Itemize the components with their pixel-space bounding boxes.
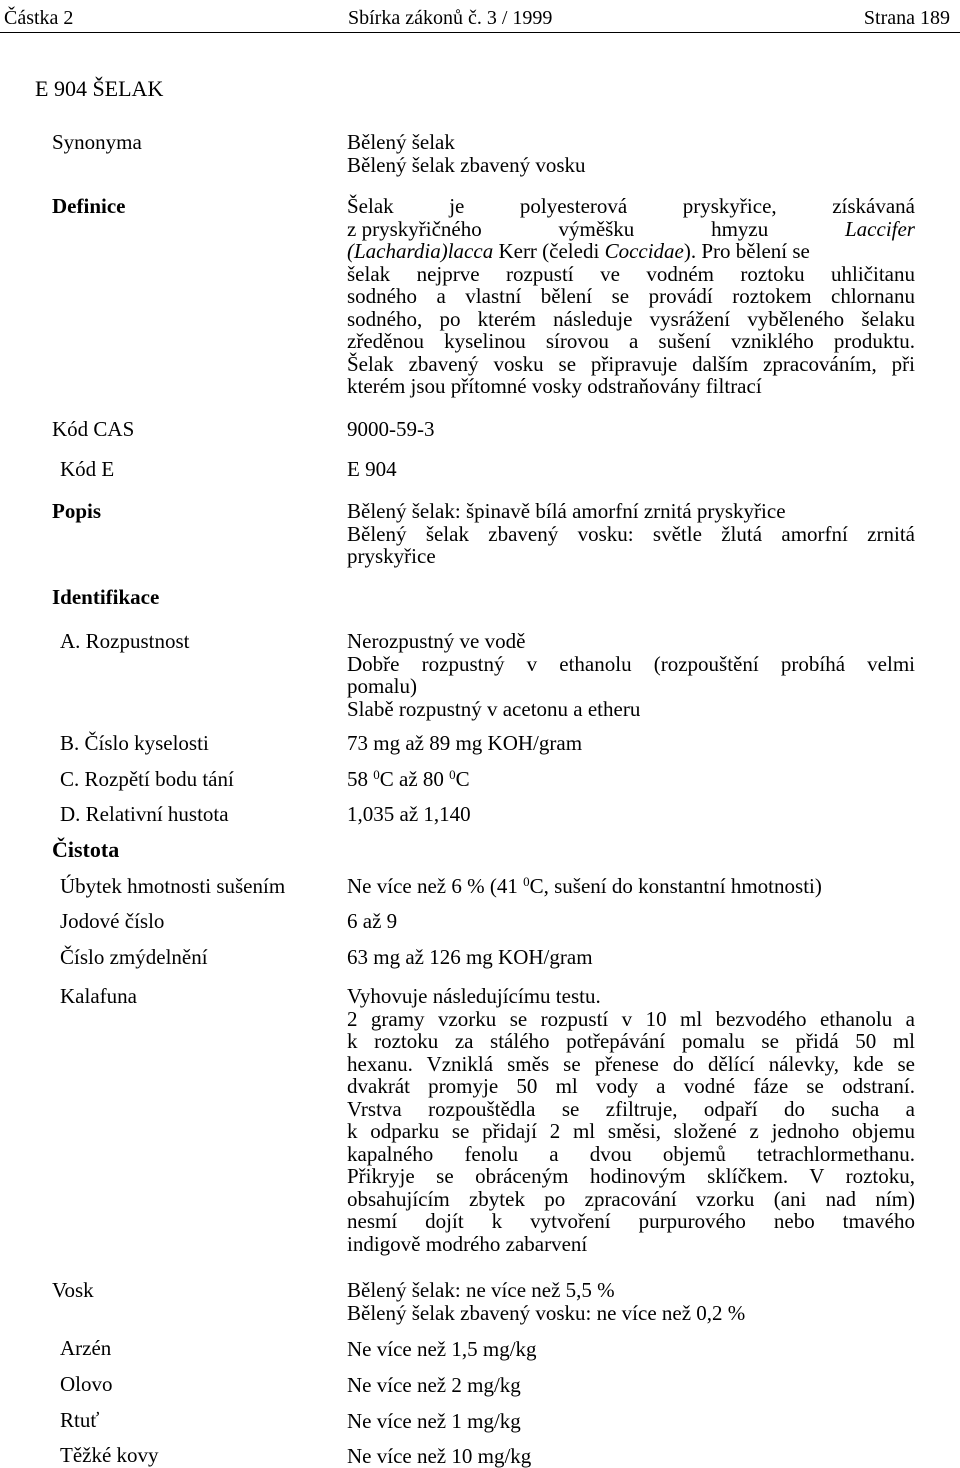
definice-line [347, 218, 915, 241]
bod-tani-text: 58 [347, 767, 374, 791]
synonyma-label: Synonyma [52, 130, 142, 154]
popis-value [347, 500, 915, 568]
definice-word: pryskyřice, [682, 194, 777, 218]
definice-text-part: ). Pro bělení se [683, 239, 810, 263]
ubytek-text: C, sušení do konstantní hmotnosti) [529, 874, 822, 898]
popis-label: Popis [52, 499, 102, 523]
definice-line [347, 195, 915, 218]
arzen-label: Arzén [60, 1336, 112, 1360]
jodove-cislo-label: Jodové číslo [60, 909, 165, 933]
popis-line: pryskyřice [347, 544, 436, 568]
kalafuna-line: kapalného fenolu a dvou objemů tetrachlormethanu. [347, 1141, 915, 1166]
cislo-zmydelneni-label: Číslo zmýdelnění [60, 945, 208, 969]
kalafuna-line: hexanu. Vzniklá směs se přenese do dělící nálevky, kde se [347, 1051, 915, 1076]
kod-e-value: E 904 [347, 457, 397, 481]
definice-word: získávaná [832, 194, 915, 218]
kod-cas-value: 9000-59-3 [347, 417, 435, 441]
popis-line: Bělený šelak: špinavě bílá amorfní zrnitá pryskyřice [347, 499, 786, 523]
definice-line: sodného a vlastní bělení se provádí roztokem chlornanu [347, 284, 915, 308]
relativni-hustota-label: D. Relativní hustota [60, 802, 229, 826]
arzen-value: Ne více než 1,5 mg/kg [347, 1337, 537, 1361]
vosk-value [347, 1279, 915, 1324]
kalafuna-line: 2 gramy vzorku se rozpustí v 10 ml bezvodého ethanolu a [347, 1006, 915, 1031]
kalafuna-line: obsahujícím zbytek po zpracování vzorku (ani nad ním) [347, 1186, 915, 1211]
definice-word: hmyzu [711, 216, 769, 241]
page-title: E 904 ŠELAK [35, 76, 164, 101]
kalafuna-label: Kalafuna [60, 984, 137, 1008]
degree-superscript: 0 [373, 767, 380, 782]
page-header [0, 4, 960, 33]
olovo-value: Ne více než 2 mg/kg [347, 1373, 521, 1397]
definice-line: kterém jsou přítomné vosky odstraňovány filtrací [347, 374, 762, 398]
ubytek-label: Úbytek hmotnosti sušením [60, 874, 286, 898]
rozpustnost-label: A. Rozpustnost [60, 629, 190, 653]
header-page-number: Strana 189 [863, 7, 950, 29]
header-part: Částka 2 [4, 7, 74, 29]
definice-line [347, 240, 915, 263]
kalafuna-line: k odparku se přidají 2 ml směsi, složené z jednoho objemu [347, 1119, 915, 1143]
bod-tani-text: C až 80 [379, 767, 450, 791]
definice-line: šelak nejprve rozpustí ve vodném roztoku uhličitanu [347, 261, 915, 286]
degree-superscript: 0 [449, 767, 456, 782]
cislo-kyselosti-value: 73 mg až 89 mg KOH/gram [347, 731, 583, 755]
synonyma-value [347, 131, 915, 176]
kalafuna-line: k roztoku za stálého potřepávání pomalu se přidá 50 ml [347, 1029, 915, 1053]
rozpustnost-line: pomalu) [347, 674, 417, 698]
kalafuna-line: Vyhovuje následujícímu testu. [347, 984, 601, 1008]
kalafuna-line: dvakrát promyje 50 ml vody a vodné fáze se odstraní. [347, 1074, 915, 1098]
definice-line: Šelak zbavený vosku se připravuje dalším zpracováním, při [347, 351, 915, 376]
vosk-label: Vosk [52, 1278, 94, 1302]
rozpustnost-line: Nerozpustný ve vodě [347, 629, 526, 653]
definice-word: polyesterová [519, 194, 628, 218]
kalafuna-line: Přikryje se obráceným hodinovým sklíčkem. V roztoku, [347, 1164, 915, 1188]
kalafuna-line: indigově modrého zabarvení [347, 1231, 588, 1256]
definice-label: Definice [52, 194, 126, 218]
rozpustnost-value [347, 630, 915, 720]
identifikace-label: Identifikace [52, 585, 160, 609]
definice-line: sodného, po kterém následuje vysrážení vyběleného šelaku [347, 306, 915, 331]
rtut-label: Rtuť [60, 1408, 100, 1432]
definice-word: Laccifer [845, 216, 915, 241]
tezke-kovy-label: Těžké kovy [60, 1443, 159, 1467]
ubytek-value [347, 875, 915, 898]
synonyma-line: Bělený šelak [347, 130, 455, 154]
header-collection: Sbírka zákonů č. 3 / 1999 [348, 7, 553, 29]
kalafuna-value [347, 985, 915, 1255]
bod-tani-value [347, 768, 915, 791]
kalafuna-line: nesmí dojít k vytvoření purpurového nebo tmavého [347, 1209, 915, 1233]
definice-word: výměšku [558, 216, 635, 241]
definice-text [347, 195, 915, 398]
bod-tani-label: C. Rozpětí bodu tání [60, 767, 234, 791]
vosk-line: Bělený šelak zbavený vosku: ne více než 0,2 % [347, 1300, 746, 1325]
ubytek-text: Ne více než 6 % (41 [347, 874, 524, 898]
rozpustnost-line: Dobře rozpustný v ethanolu (rozpouštění probíhá velmi [347, 651, 915, 676]
jodove-cislo-value: 6 až 9 [347, 909, 398, 933]
definice-word: je [449, 194, 465, 218]
kod-e-label: Kód E [60, 457, 115, 481]
tezke-kovy-value: Ne více než 10 mg/kg [347, 1444, 532, 1468]
cislo-zmydelneni-value: 63 mg až 126 mg KOH/gram [347, 945, 593, 969]
definice-italic: Coccidae [604, 239, 684, 263]
rtut-value: Ne více než 1 mg/kg [347, 1409, 521, 1433]
vosk-line: Bělený šelak: ne více než 5,5 % [347, 1278, 615, 1302]
kalafuna-line: Vrstva rozpouštědla se zfiltruje, odpaří do sucha a [347, 1096, 915, 1121]
definice-text-part: Kerr (čeledi [493, 239, 605, 263]
definice-word: z pryskyřičného [347, 216, 482, 241]
popis-line: Bělený šelak zbavený vosku: světle žlutá amorfní zrnitá [347, 521, 915, 546]
definice-word: Šelak [347, 194, 394, 218]
bod-tani-text: C [455, 767, 470, 791]
cistota-label: Čistota [52, 837, 120, 862]
kod-cas-label: Kód CAS [52, 417, 135, 441]
definice-line: zředěnou kyselinou sírovou a sušení vzniklého produktu. [347, 329, 915, 353]
cislo-kyselosti-label: B. Číslo kyselosti [60, 731, 209, 755]
olovo-label: Olovo [60, 1372, 113, 1396]
relativni-hustota-value: 1,035 až 1,140 [347, 802, 471, 826]
degree-superscript: 0 [523, 874, 530, 889]
definice-italic: (Lachardia)lacca [347, 239, 494, 263]
rozpustnost-line: Slabě rozpustný v acetonu a etheru [347, 696, 641, 721]
synonyma-line: Bělený šelak zbavený vosku [347, 152, 586, 177]
